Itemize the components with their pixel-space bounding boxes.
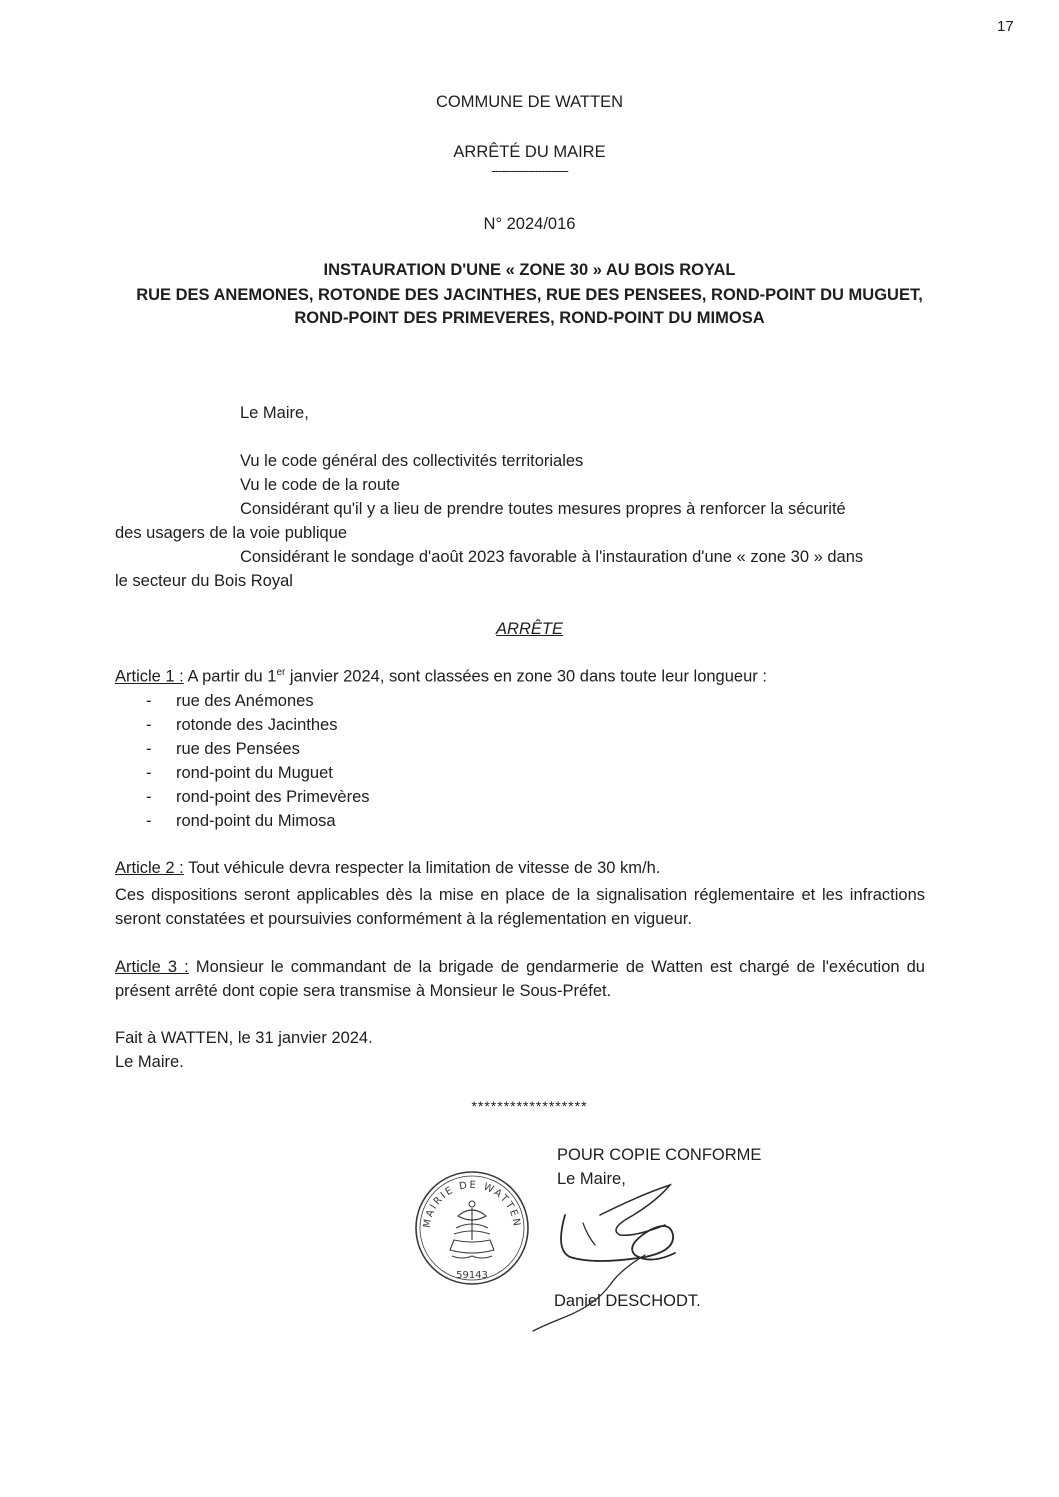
certification-line-2: Le Maire, xyxy=(557,1170,626,1188)
article-2-label: Article 2 : xyxy=(115,859,184,877)
mayor-name: Daniel DESCHODT. xyxy=(554,1292,701,1310)
street-list-item xyxy=(146,740,300,759)
list-bullet: - xyxy=(146,788,152,806)
subject-line-3: ROND-POINT DES PRIMEVERES, ROND-POINT DU MIMOSA xyxy=(294,309,765,327)
article-3-text: Monsieur le commandant de la brigade de gendarmerie de Watten est chargé de l'exécution du présent arrêté dont copie sera transmise à Monsieur le Sous-Préfet. xyxy=(115,958,925,1000)
header-divider: ----------------------- xyxy=(491,163,568,178)
street-name: rotonde des Jacinthes xyxy=(176,716,338,734)
preamble-considerant-1: Considérant qu'il y a lieu de prendre toutes mesures propres à renforcer la sécurité xyxy=(240,500,846,518)
article-1-text-after: janvier 2024, sont classées en zone 30 dans toute leur longueur : xyxy=(285,667,767,686)
street-list-item xyxy=(146,812,336,831)
preamble-considerant-2-cont: le secteur du Bois Royal xyxy=(115,572,293,590)
preamble-vu-cgct: Vu le code général des collectivités territoriales xyxy=(240,452,584,470)
list-bullet: - xyxy=(146,740,152,758)
street-name: rond-point du Muguet xyxy=(176,764,333,782)
list-bullet: - xyxy=(146,692,152,710)
street-list-item xyxy=(146,788,370,807)
stars-separator: ****************** xyxy=(471,1098,588,1114)
preamble-vu-code-route: Vu le code de la route xyxy=(240,476,400,494)
street-name: rond-point du Mimosa xyxy=(176,812,336,830)
arrete-number: N° 2024/016 xyxy=(483,215,576,233)
list-bullet: - xyxy=(146,812,152,830)
article-3 xyxy=(115,955,925,1003)
article-1-superscript: er xyxy=(276,667,286,678)
list-bullet: - xyxy=(146,716,152,734)
article-2-paragraph: Ces dispositions seront applicables dès la mise en place de la signalisation réglementaire et les infractions seront constatées et poursuivies conformément à la réglementation en vigueur. xyxy=(115,886,925,928)
subject-line-1: INSTAURATION D'UNE « ZONE 30 » AU BOIS ROYAL xyxy=(323,261,736,279)
street-name: rue des Anémones xyxy=(176,692,314,710)
seal-top-text: MAIRIE DE WATTEN xyxy=(421,1179,523,1229)
town-hall-seal xyxy=(412,1168,532,1288)
preamble-considerant-1-cont: des usagers de la voie publique xyxy=(115,524,348,542)
seal-bottom-text: 59143 xyxy=(456,1270,488,1281)
commune-title: COMMUNE DE WATTEN xyxy=(436,93,623,111)
fait-a-line: Fait à WATTEN, le 31 janvier 2024. xyxy=(115,1029,373,1047)
closing-signatory: Le Maire. xyxy=(115,1053,184,1071)
article-1 xyxy=(115,667,767,687)
page-number: 17 xyxy=(997,18,1014,35)
article-2 xyxy=(115,859,660,878)
subject-line-2: RUE DES ANEMONES, ROTONDE DES JACINTHES, RUE DES PENSEES, ROND-POINT DU MUGUET, xyxy=(136,286,923,304)
mayor-signature xyxy=(525,1175,705,1335)
seal-emblem-icon xyxy=(450,1201,494,1258)
street-list-item xyxy=(146,692,314,711)
article-1-text-before: A partir du 1 xyxy=(183,667,277,686)
preamble-considerant-2: Considérant le sondage d'août 2023 favorable à l'instauration d'une « zone 30 » dans xyxy=(240,548,864,566)
arrete-title: ARRÊTÉ DU MAIRE xyxy=(453,143,606,161)
street-list-item xyxy=(146,764,333,783)
certification-line-1: POUR COPIE CONFORME xyxy=(557,1146,762,1164)
street-name: rue des Pensées xyxy=(176,740,300,758)
article-1-label: Article 1 : xyxy=(115,667,184,686)
arrete-heading: ARRÊTE xyxy=(496,620,563,638)
preamble-opening: Le Maire, xyxy=(240,404,309,422)
street-list-item xyxy=(146,716,337,735)
street-name: rond-point des Primevères xyxy=(176,788,370,806)
article-3-label: Article 3 : xyxy=(115,958,189,976)
article-2-text: Tout véhicule devra respecter la limitation de vitesse de 30 km/h. xyxy=(183,859,661,877)
list-bullet: - xyxy=(146,764,152,782)
